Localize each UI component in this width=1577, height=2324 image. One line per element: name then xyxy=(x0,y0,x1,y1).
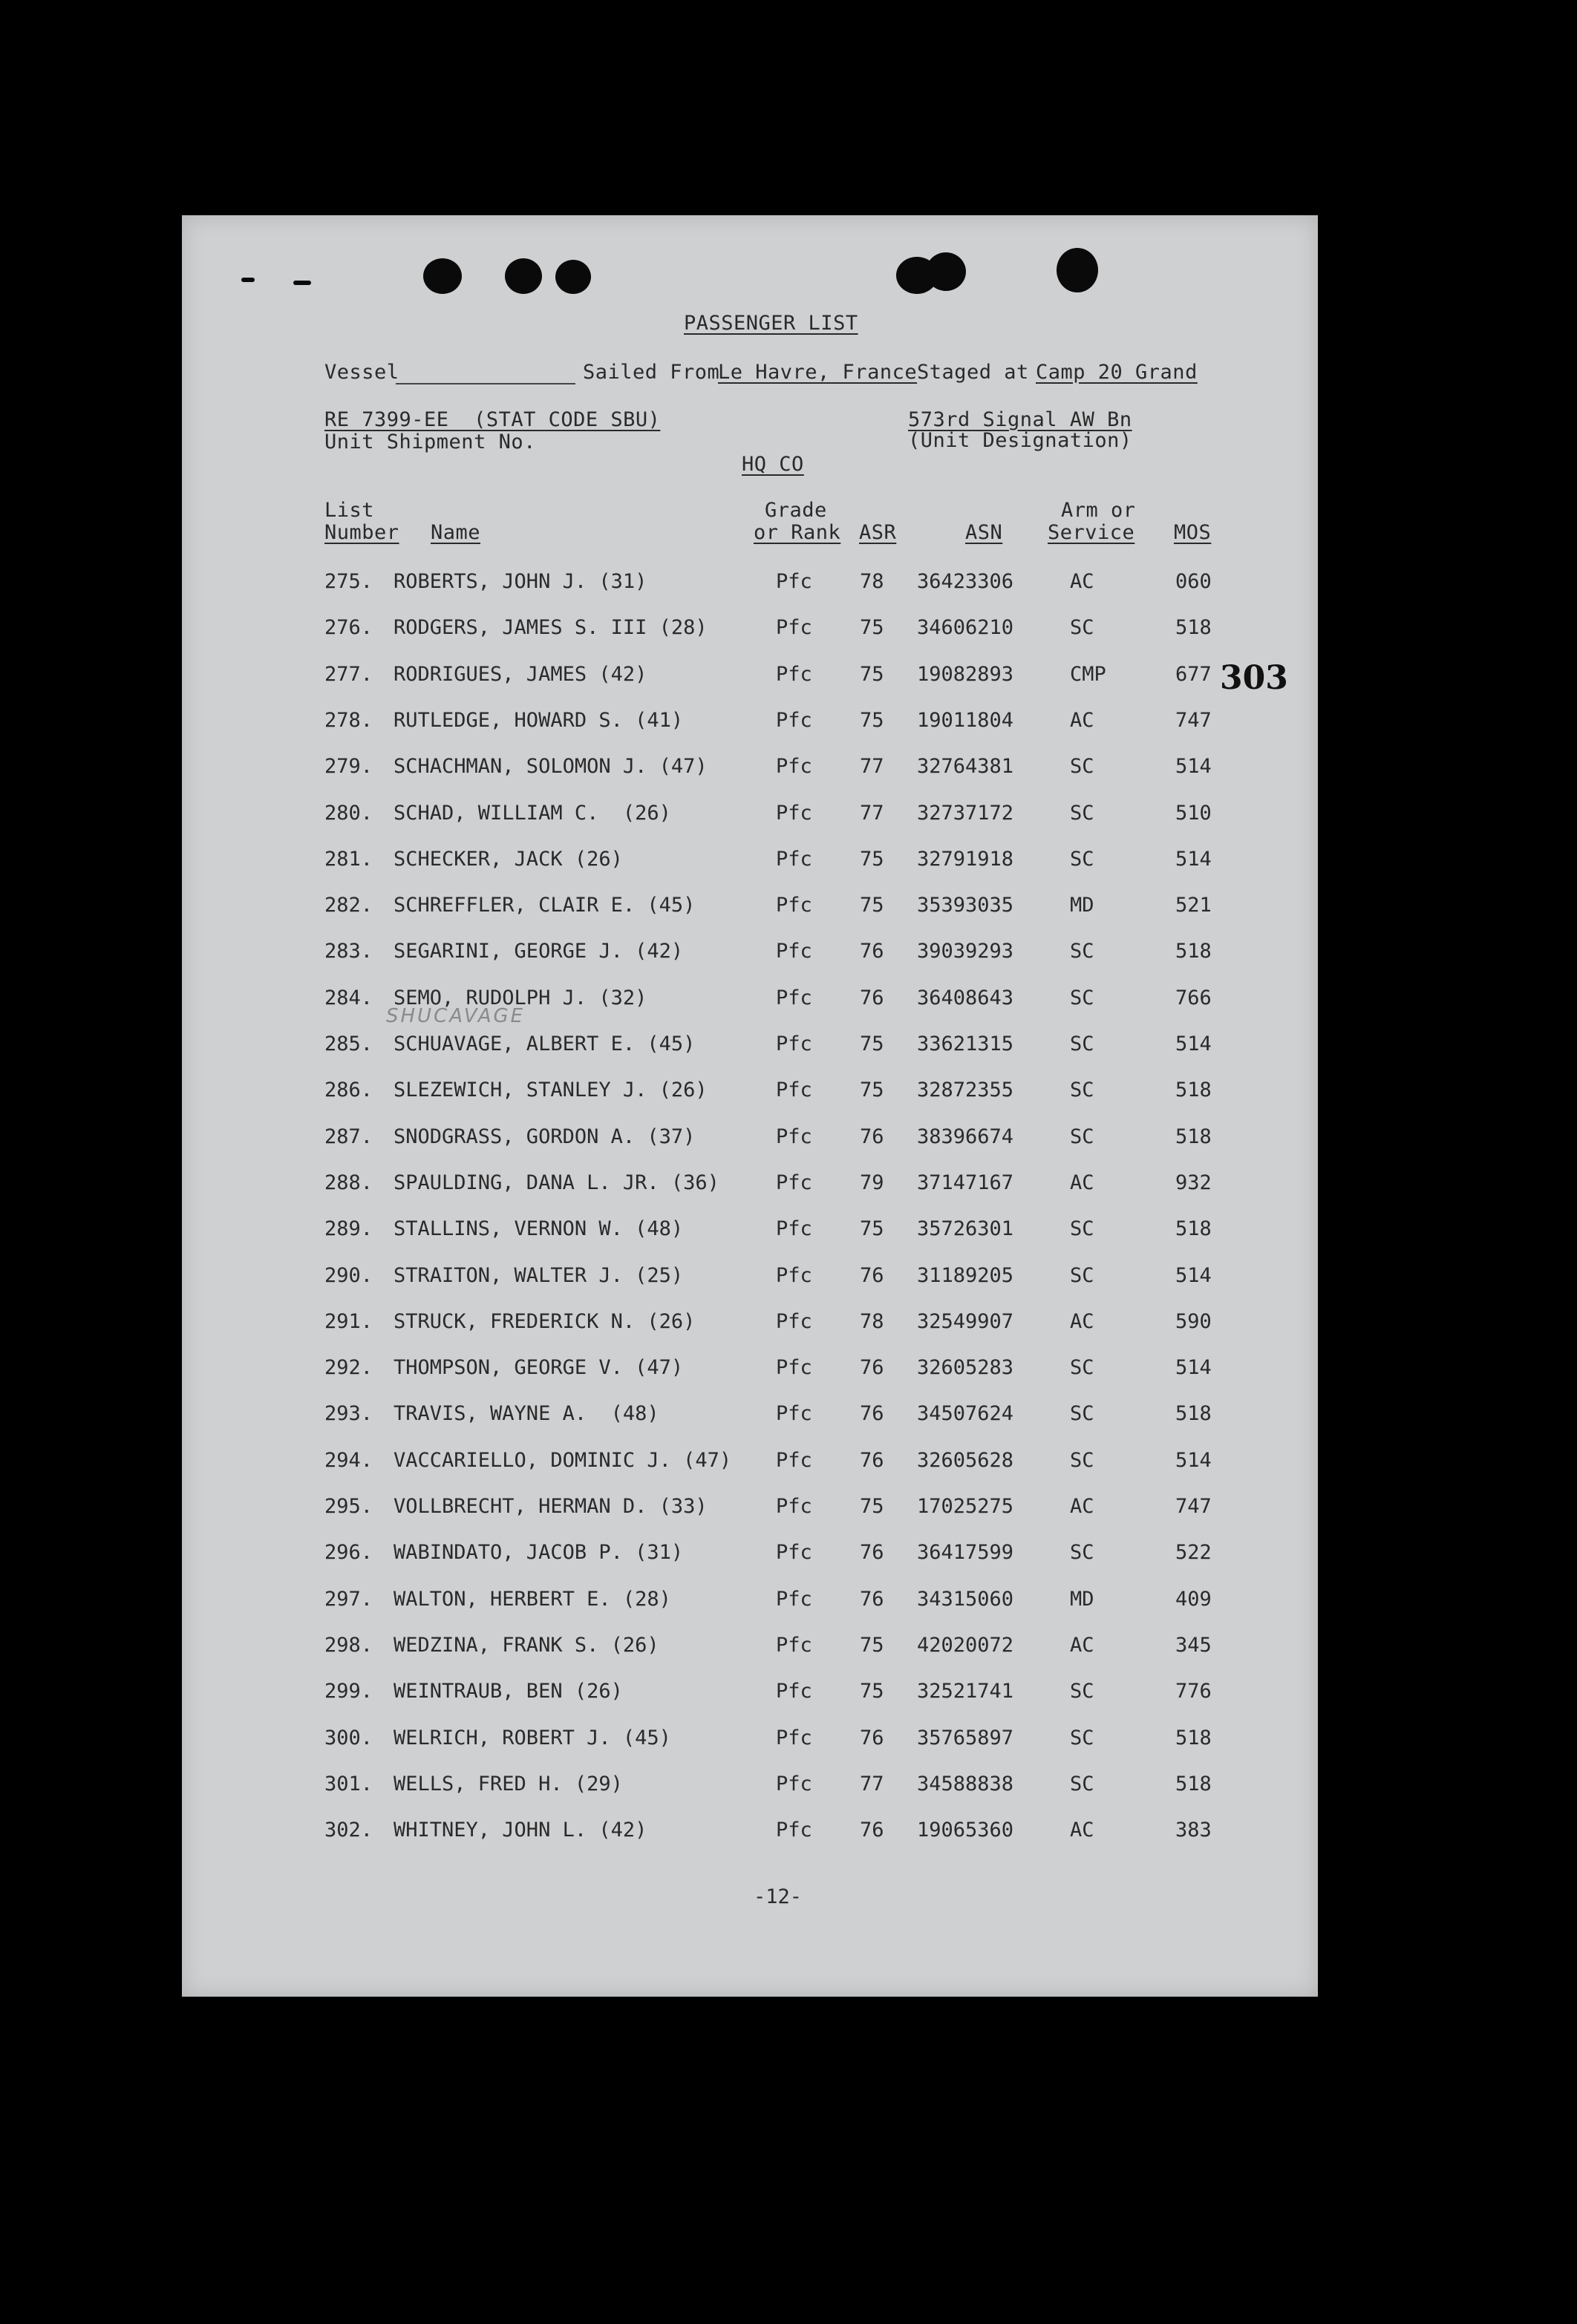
arm-or-service-cell: SC xyxy=(1070,1402,1094,1426)
passenger-name-cell: SCHREFFLER, CLAIR E. (45) xyxy=(394,894,696,917)
passenger-name-cell: SLEZEWICH, STANLEY J. (26) xyxy=(394,1078,708,1102)
grade-cell: Pfc xyxy=(776,1633,812,1657)
list-number-cell: 300. xyxy=(324,1726,373,1749)
mos-cell: 518 xyxy=(1175,1726,1212,1749)
asr-cell: 76 xyxy=(860,986,884,1009)
asn-cell: 19065360 xyxy=(917,1819,1014,1842)
list-number-cell: 287. xyxy=(324,1125,373,1148)
arm-or-service-cell: SC xyxy=(1070,986,1094,1009)
arm-or-service-cell: SC xyxy=(1070,1078,1094,1102)
punch-hole xyxy=(293,281,311,285)
list-number-cell: 276. xyxy=(324,616,373,640)
list-number-cell: 293. xyxy=(324,1402,373,1426)
passenger-name-cell: SNODGRASS, GORDON A. (37) xyxy=(394,1125,696,1148)
passenger-name-cell: WABINDATO, JACOB P. (31) xyxy=(394,1541,684,1565)
asn-cell: 32872355 xyxy=(917,1078,1014,1102)
asn-cell: 32549907 xyxy=(917,1309,1014,1333)
arm-or-service-cell: MD xyxy=(1070,1587,1094,1611)
grade-cell: Pfc xyxy=(776,847,812,871)
grade-cell: Pfc xyxy=(776,1217,812,1241)
col-arm: Service xyxy=(1048,521,1135,544)
asr-cell: 76 xyxy=(860,1541,884,1565)
asn-cell: 34588838 xyxy=(917,1772,1014,1796)
grade-cell: Pfc xyxy=(776,1356,812,1380)
mos-cell: 522 xyxy=(1175,1541,1212,1565)
asn-cell: 38396674 xyxy=(917,1125,1014,1148)
asr-cell: 76 xyxy=(860,1726,884,1749)
mos-cell: 518 xyxy=(1175,940,1212,963)
handwritten-annotation: SHUCAVAGE xyxy=(386,1005,526,1027)
grade-cell: Pfc xyxy=(776,1078,812,1102)
sailed-from-value: Le Havre, France xyxy=(718,361,918,384)
arm-or-service-cell: AC xyxy=(1070,1819,1094,1842)
asn-cell: 34507624 xyxy=(917,1402,1014,1426)
col-arm-top: Arm or xyxy=(1061,499,1136,522)
mos-cell: 518 xyxy=(1175,1402,1212,1426)
col-mos: MOS xyxy=(1174,521,1212,544)
arm-or-service-cell: SC xyxy=(1070,1541,1094,1565)
arm-or-service-cell: SC xyxy=(1070,1448,1094,1472)
passenger-name-cell: SEGARINI, GEORGE J. (42) xyxy=(394,940,684,963)
col-grade: or Rank xyxy=(754,521,841,544)
mos-cell: 776 xyxy=(1175,1680,1212,1703)
asn-cell: 32764381 xyxy=(917,755,1014,779)
stamped-page-number: 303 xyxy=(1220,659,1288,697)
list-number-cell: 292. xyxy=(324,1356,373,1380)
asn-cell: 19011804 xyxy=(917,708,1014,732)
arm-or-service-cell: SC xyxy=(1070,1125,1094,1148)
mos-cell: 514 xyxy=(1175,755,1212,779)
grade-cell: Pfc xyxy=(776,1726,812,1749)
asn-cell: 42020072 xyxy=(917,1633,1014,1657)
asn-cell: 34315060 xyxy=(917,1587,1014,1611)
asr-cell: 78 xyxy=(860,1309,884,1333)
mos-cell: 747 xyxy=(1175,1495,1212,1518)
list-number-cell: 282. xyxy=(324,894,373,917)
passenger-name-cell: WALTON, HERBERT E. (28) xyxy=(394,1587,671,1611)
list-number-cell: 294. xyxy=(324,1448,373,1472)
arm-or-service-cell: AC xyxy=(1070,1309,1094,1333)
unit-designation-label: (Unit Designation) xyxy=(908,429,1132,452)
asn-cell: 33621315 xyxy=(917,1032,1014,1055)
arm-or-service-cell: SC xyxy=(1070,755,1094,779)
mos-cell: 590 xyxy=(1175,1309,1212,1333)
company-label: HQ CO xyxy=(742,453,804,476)
document-page xyxy=(182,215,1318,1997)
grade-cell: Pfc xyxy=(776,708,812,732)
mos-cell: 518 xyxy=(1175,1125,1212,1148)
grade-cell: Pfc xyxy=(776,662,812,686)
asn-cell: 35726301 xyxy=(917,1217,1014,1241)
punch-hole xyxy=(423,258,462,294)
list-number-cell: 291. xyxy=(324,1309,373,1333)
grade-cell: Pfc xyxy=(776,1309,812,1333)
asr-cell: 76 xyxy=(860,1448,884,1472)
grade-cell: Pfc xyxy=(776,1032,812,1055)
grade-cell: Pfc xyxy=(776,1402,812,1426)
grade-cell: Pfc xyxy=(776,940,812,963)
asn-cell: 32605628 xyxy=(917,1448,1014,1472)
grade-cell: Pfc xyxy=(776,755,812,779)
asr-cell: 77 xyxy=(860,1772,884,1796)
shipment-label: Unit Shipment No. xyxy=(324,431,536,454)
asr-cell: 76 xyxy=(860,1587,884,1611)
arm-or-service-cell: AC xyxy=(1070,708,1094,732)
passenger-name-cell: VOLLBRECHT, HERMAN D. (33) xyxy=(394,1495,708,1518)
list-number-cell: 285. xyxy=(324,1032,373,1055)
punch-hole xyxy=(241,278,255,282)
mos-cell: 514 xyxy=(1175,1356,1212,1380)
arm-or-service-cell: AC xyxy=(1070,1171,1094,1194)
grade-cell: Pfc xyxy=(776,1495,812,1518)
arm-or-service-cell: SC xyxy=(1070,1032,1094,1055)
asr-cell: 75 xyxy=(860,616,884,640)
mos-cell: 510 xyxy=(1175,801,1212,825)
col-grade-top: Grade xyxy=(765,499,827,522)
asn-cell: 36408643 xyxy=(917,986,1014,1009)
asr-cell: 76 xyxy=(860,1263,884,1287)
mos-cell: 518 xyxy=(1175,1217,1212,1241)
passenger-name-cell: SCHAD, WILLIAM C. (26) xyxy=(394,801,671,825)
list-number-cell: 279. xyxy=(324,755,373,779)
asn-cell: 39039293 xyxy=(917,940,1014,963)
mos-cell: 766 xyxy=(1175,986,1212,1009)
list-number-cell: 299. xyxy=(324,1680,373,1703)
asr-cell: 75 xyxy=(860,708,884,732)
list-number-cell: 284. xyxy=(324,986,373,1009)
col-name: Name xyxy=(431,521,481,544)
asr-cell: 75 xyxy=(860,1217,884,1241)
asn-cell: 32605283 xyxy=(917,1356,1014,1380)
mos-cell: 518 xyxy=(1175,1772,1212,1796)
passenger-name-cell: THOMPSON, GEORGE V. (47) xyxy=(394,1356,684,1380)
grade-cell: Pfc xyxy=(776,894,812,917)
passenger-name-cell: WELLS, FRED H. (29) xyxy=(394,1772,623,1796)
grade-cell: Pfc xyxy=(776,1587,812,1611)
staged-at-value: Camp 20 Grand xyxy=(1036,361,1198,384)
passenger-name-cell: SCHECKER, JACK (26) xyxy=(394,847,623,871)
list-number-cell: 295. xyxy=(324,1495,373,1518)
passenger-name-cell: WELRICH, ROBERT J. (45) xyxy=(394,1726,671,1749)
asr-cell: 75 xyxy=(860,1680,884,1703)
list-number-cell: 277. xyxy=(324,662,373,686)
mos-cell: 747 xyxy=(1175,708,1212,732)
asr-cell: 77 xyxy=(860,755,884,779)
asr-cell: 76 xyxy=(860,1356,884,1380)
passenger-name-cell: RODRIGUES, JAMES (42) xyxy=(394,662,647,686)
passenger-name-cell: TRAVIS, WAYNE A. (48) xyxy=(394,1402,659,1426)
list-number-cell: 283. xyxy=(324,940,373,963)
grade-cell: Pfc xyxy=(776,1263,812,1287)
passenger-name-cell: WEDZINA, FRANK S. (26) xyxy=(394,1633,659,1657)
asn-cell: 31189205 xyxy=(917,1263,1014,1287)
grade-cell: Pfc xyxy=(776,1171,812,1194)
asr-cell: 75 xyxy=(860,1078,884,1102)
mos-cell: 514 xyxy=(1175,847,1212,871)
vessel-blank-line xyxy=(396,383,575,384)
asn-cell: 35765897 xyxy=(917,1726,1014,1749)
list-number-cell: 297. xyxy=(324,1587,373,1611)
asn-cell: 32521741 xyxy=(917,1680,1014,1703)
arm-or-service-cell: MD xyxy=(1070,894,1094,917)
list-number-cell: 275. xyxy=(324,570,373,593)
arm-or-service-cell: SC xyxy=(1070,1356,1094,1380)
grade-cell: Pfc xyxy=(776,1680,812,1703)
list-number-cell: 280. xyxy=(324,801,373,825)
grade-cell: Pfc xyxy=(776,1819,812,1842)
passenger-name-cell: SEMO, RUDOLPH J. (32) xyxy=(394,986,647,1009)
asr-cell: 75 xyxy=(860,1032,884,1055)
grade-cell: Pfc xyxy=(776,986,812,1009)
mos-cell: 514 xyxy=(1175,1032,1212,1055)
unit-designation: 573rd Signal AW Bn xyxy=(908,408,1132,431)
mos-cell: 677 xyxy=(1175,662,1212,686)
asr-cell: 76 xyxy=(860,940,884,963)
passenger-name-cell: WEINTRAUB, BEN (26) xyxy=(394,1680,623,1703)
col-asr: ASR xyxy=(859,521,897,544)
passenger-name-cell: SCHACHMAN, SOLOMON J. (47) xyxy=(394,755,708,779)
grade-cell: Pfc xyxy=(776,1772,812,1796)
list-number-cell: 302. xyxy=(324,1819,373,1842)
list-number-cell: 296. xyxy=(324,1541,373,1565)
asr-cell: 76 xyxy=(860,1402,884,1426)
passenger-name-cell: RODGERS, JAMES S. III (28) xyxy=(394,616,708,640)
passenger-name-cell: RUTLEDGE, HOWARD S. (41) xyxy=(394,708,684,732)
arm-or-service-cell: AC xyxy=(1070,1495,1094,1518)
asn-cell: 37147167 xyxy=(917,1171,1014,1194)
asr-cell: 78 xyxy=(860,570,884,593)
sailed-from-label: Sailed From xyxy=(583,361,720,384)
asn-cell: 34606210 xyxy=(917,616,1014,640)
mos-cell: 932 xyxy=(1175,1171,1212,1194)
list-number-cell: 288. xyxy=(324,1171,373,1194)
col-asn: ASN xyxy=(965,521,1003,544)
passenger-name-cell: ROBERTS, JOHN J. (31) xyxy=(394,570,647,593)
page-number: -12- xyxy=(754,1885,803,1908)
document-title: PASSENGER LIST xyxy=(684,312,858,335)
mos-cell: 521 xyxy=(1175,894,1212,917)
arm-or-service-cell: SC xyxy=(1070,1217,1094,1241)
staged-at-label: Staged at xyxy=(917,361,1029,384)
mos-cell: 514 xyxy=(1175,1263,1212,1287)
list-number-cell: 281. xyxy=(324,847,373,871)
grade-cell: Pfc xyxy=(776,1125,812,1148)
grade-cell: Pfc xyxy=(776,1541,812,1565)
passenger-name-cell: WHITNEY, JOHN L. (42) xyxy=(394,1819,647,1842)
mos-cell: 514 xyxy=(1175,1448,1212,1472)
grade-cell: Pfc xyxy=(776,801,812,825)
asn-cell: 36423306 xyxy=(917,570,1014,593)
asr-cell: 75 xyxy=(860,894,884,917)
arm-or-service-cell: SC xyxy=(1070,847,1094,871)
punch-hole xyxy=(926,252,966,291)
vessel-label: Vessel xyxy=(324,361,399,384)
grade-cell: Pfc xyxy=(776,570,812,593)
punch-hole xyxy=(1057,248,1098,292)
mos-cell: 060 xyxy=(1175,570,1212,593)
arm-or-service-cell: CMP xyxy=(1070,662,1106,686)
shipment-code: RE 7399-EE (STAT CODE SBU) xyxy=(324,408,661,431)
asn-cell: 36417599 xyxy=(917,1541,1014,1565)
punch-hole xyxy=(555,260,591,294)
arm-or-service-cell: SC xyxy=(1070,940,1094,963)
asr-cell: 76 xyxy=(860,1125,884,1148)
passenger-name-cell: SCHUAVAGE, ALBERT E. (45) xyxy=(394,1032,696,1055)
list-number-cell: 298. xyxy=(324,1633,373,1657)
punch-hole xyxy=(505,258,542,294)
arm-or-service-cell: SC xyxy=(1070,1726,1094,1749)
asn-cell: 19082893 xyxy=(917,662,1014,686)
asr-cell: 79 xyxy=(860,1171,884,1194)
col-list-number-top: List xyxy=(324,499,375,522)
passenger-name-cell: STALLINS, VERNON W. (48) xyxy=(394,1217,684,1241)
mos-cell: 345 xyxy=(1175,1633,1212,1657)
mos-cell: 409 xyxy=(1175,1587,1212,1611)
arm-or-service-cell: SC xyxy=(1070,1772,1094,1796)
asr-cell: 75 xyxy=(860,1495,884,1518)
asr-cell: 75 xyxy=(860,1633,884,1657)
list-number-cell: 301. xyxy=(324,1772,373,1796)
asr-cell: 76 xyxy=(860,1819,884,1842)
asr-cell: 77 xyxy=(860,801,884,825)
list-number-cell: 286. xyxy=(324,1078,373,1102)
mos-cell: 518 xyxy=(1175,1078,1212,1102)
passenger-name-cell: STRAITON, WALTER J. (25) xyxy=(394,1263,684,1287)
passenger-name-cell: SPAULDING, DANA L. JR. (36) xyxy=(394,1171,719,1194)
list-number-cell: 278. xyxy=(324,708,373,732)
arm-or-service-cell: SC xyxy=(1070,1680,1094,1703)
passenger-name-cell: STRUCK, FREDERICK N. (26) xyxy=(394,1309,696,1333)
asn-cell: 35393035 xyxy=(917,894,1014,917)
asn-cell: 32791918 xyxy=(917,847,1014,871)
grade-cell: Pfc xyxy=(776,616,812,640)
asr-cell: 75 xyxy=(860,847,884,871)
arm-or-service-cell: SC xyxy=(1070,801,1094,825)
mos-cell: 518 xyxy=(1175,616,1212,640)
passenger-name-cell: VACCARIELLO, DOMINIC J. (47) xyxy=(394,1448,732,1472)
asr-cell: 75 xyxy=(860,662,884,686)
grade-cell: Pfc xyxy=(776,1448,812,1472)
list-number-cell: 290. xyxy=(324,1263,373,1287)
col-list-number: Number xyxy=(324,521,399,544)
arm-or-service-cell: AC xyxy=(1070,1633,1094,1657)
mos-cell: 383 xyxy=(1175,1819,1212,1842)
arm-or-service-cell: SC xyxy=(1070,1263,1094,1287)
asn-cell: 17025275 xyxy=(917,1495,1014,1518)
asn-cell: 32737172 xyxy=(917,801,1014,825)
list-number-cell: 289. xyxy=(324,1217,373,1241)
arm-or-service-cell: AC xyxy=(1070,570,1094,593)
arm-or-service-cell: SC xyxy=(1070,616,1094,640)
